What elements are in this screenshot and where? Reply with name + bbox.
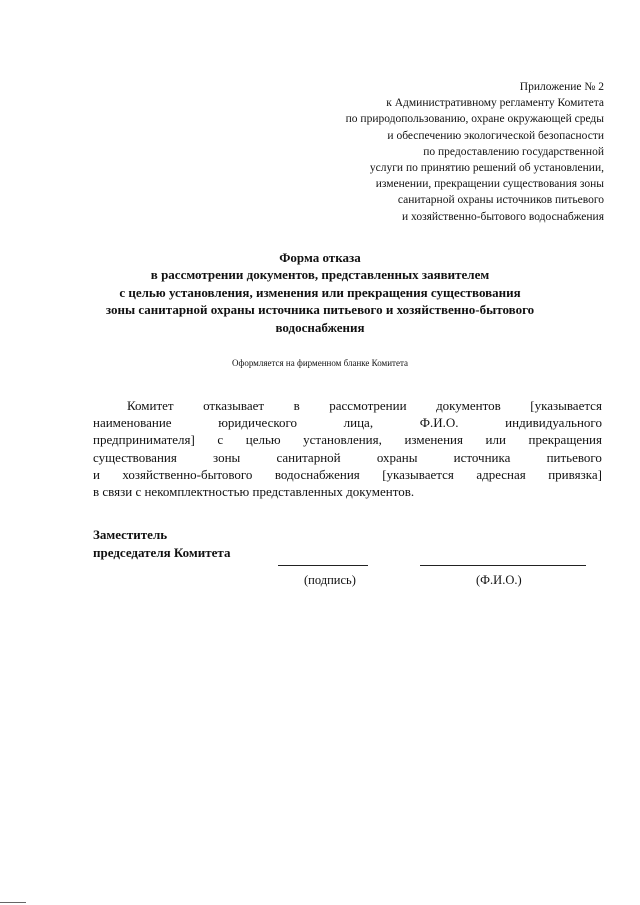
word: документов [436,398,501,413]
appendix-line: услуги по принятию решений об установлении, [369,162,604,175]
appendix-header [274,79,604,225]
word: лица, [343,415,374,431]
word: водоснабжения [274,466,360,482]
title-line: зоны санитарной охраны источника питьевого и хозяйственно-бытового [105,302,535,318]
signature-caption: (подпись) [304,573,356,587]
signer-position-line: председателя Комитета [93,544,231,560]
word: прекращения [528,432,602,448]
word: установления, [303,432,382,448]
signer-position [93,526,230,561]
paragraph-line [93,449,602,466]
word: адресная [476,466,526,482]
form-title [60,249,580,336]
word: охраны [376,449,418,465]
word: отказывает [203,398,265,413]
title-line: в рассмотрении документов, представленных заявителем [150,267,490,283]
paragraph-line [93,483,602,500]
word: привязка] [548,466,602,482]
name-line [420,565,586,566]
word: индивидуального [505,415,602,431]
appendix-line: и обеспечению экологической безопасности [387,129,604,142]
word: зоны [213,449,241,465]
word: юридического [218,415,298,431]
word: целью [245,432,281,448]
appendix-line: по природопользованию, охране окружающей среды [345,113,604,126]
word: и [93,466,100,482]
word: хозяйственно-бытового [122,466,253,482]
word: наименование [93,415,172,431]
word: изменения [404,432,463,448]
signer-position-line: Заместитель [93,527,168,542]
word: санитарной [276,449,341,465]
word: существования [93,449,177,465]
word: [указывается [530,398,602,413]
word: с [217,432,224,448]
word: Ф.И.О. [419,415,459,431]
appendix-line: по предоставлению государственной [423,145,604,158]
title-line: с целью установления, изменения или прекращения существования [119,284,521,300]
appendix-line: Приложение № 2 [519,81,604,93]
word: источника [453,449,511,465]
letterhead-note: Оформляется на фирменном бланке Комитета [231,358,409,368]
word: Комитет [127,398,174,413]
appendix-line: к Административному регламенту Комитета [386,97,604,110]
word: предпринимателя] [93,432,195,448]
word: рассмотрении [329,398,407,413]
paragraph-line [93,431,602,448]
title-line: водоснабжения [275,319,365,335]
word: питьевого [546,449,602,465]
page-edge-mark [0,902,26,903]
appendix-line: и хозяйственно-бытового водоснабжения [401,210,604,223]
appendix-line: санитарной охраны источников питьевого [397,194,604,207]
word: [указывается [382,466,454,482]
word: в связи с некомплектностью представленных документов. [93,484,415,500]
paragraph-line [93,466,602,483]
name-caption: (Ф.И.О.) [476,573,522,587]
paragraph-line [93,414,602,431]
word: или [485,432,506,448]
paragraph-line [93,397,602,414]
title-line: Форма отказа [279,250,361,265]
word: в [293,398,300,413]
signature-line [278,565,368,566]
refusal-paragraph [93,397,602,500]
appendix-line: изменении, прекращении существования зоны [375,178,604,191]
